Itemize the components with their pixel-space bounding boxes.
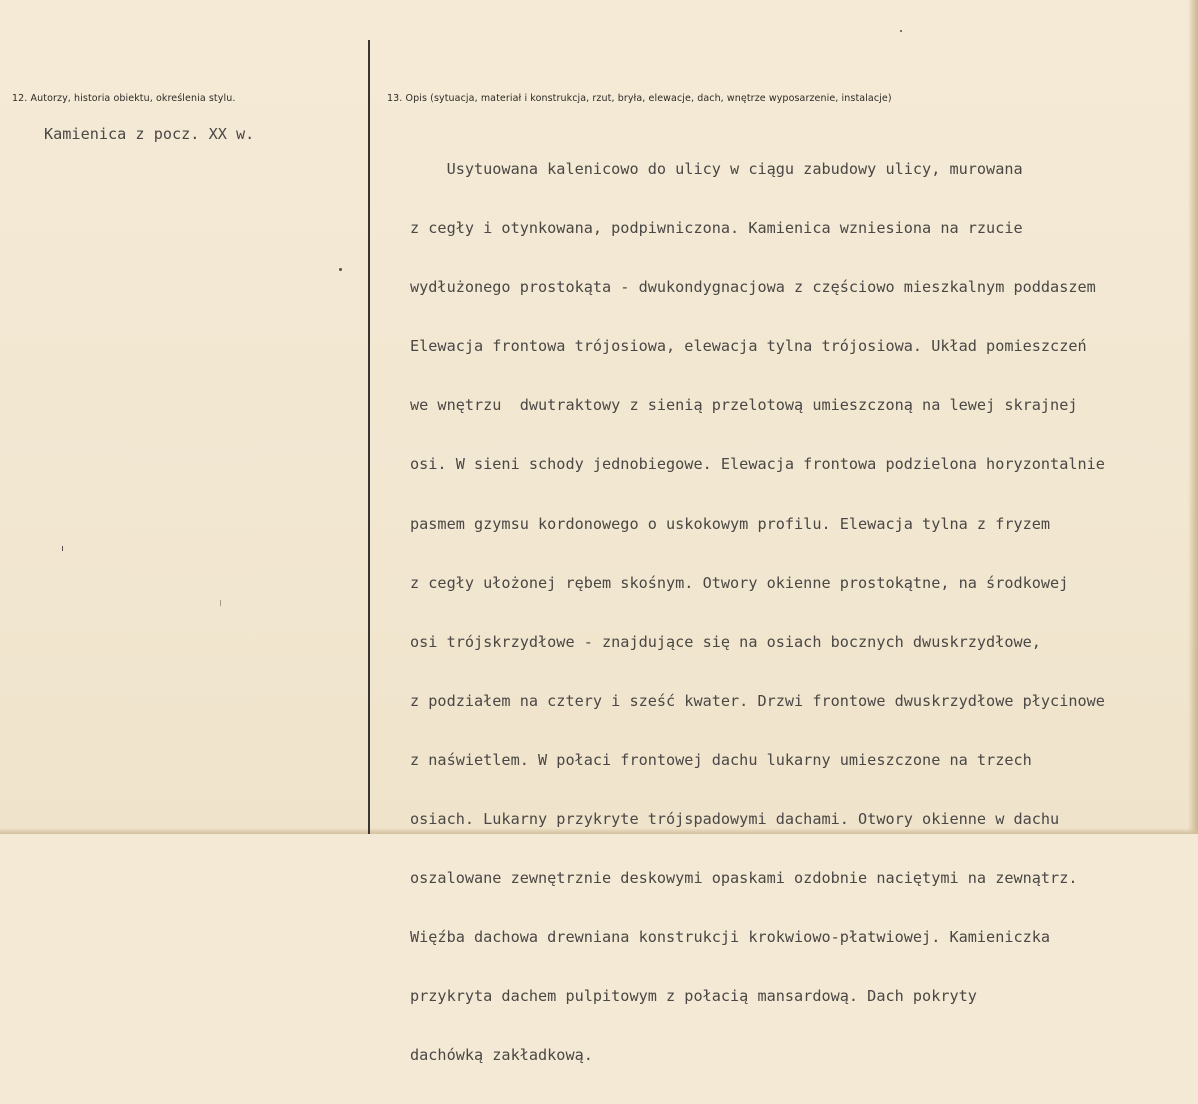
field-12-heading: 12. Autorzy, historia obiektu, określenia stylu. [12, 93, 236, 104]
description-line: osi trójskrzydłowe - znajdujące się na osiach bocznych dwuskrzydłowe, [410, 632, 1041, 651]
description-line: z naświetlem. W połaci frontowej dachu lukarny umieszczone na trzech [410, 750, 1032, 769]
description-line: Elewacja frontowa trójosiowa, elewacja tylna trójosiowa. Układ pomieszczeń [410, 337, 1087, 356]
description-line: Usytuowana kalenicowo do ulicy w ciągu zabudowy ulicy, murowana [410, 160, 1023, 178]
paper-speck [900, 30, 902, 32]
description-line: dachówką zakładkową. [410, 1046, 593, 1065]
description-line: we wnętrzu dwutraktowy z sienią przelotową umieszczoną na lewej skrajnej [410, 396, 1078, 415]
paper-speck [339, 268, 342, 271]
description-line: osiach. Lukarny przykryte trójspadowymi dachami. Otwory okienne w dachu [410, 810, 1060, 829]
description-line: wydłużonego prostokąta - dwukondygnacjowa z częściowo mieszkalnym poddaszem [410, 278, 1096, 297]
column-divider [368, 40, 370, 834]
description-line: pasmem gzymsu kordonowego o uskokowym profilu. Elewacja tylna z fryzem [410, 514, 1051, 533]
field-13-heading: 13. Opis (sytuacja, materiał i konstrukcja, rzut, bryła, elewacje, dach, wnętrze wyposarzenie, instalacje) [387, 93, 892, 104]
field-12-value: Kamienica z pocz. XX w. [44, 125, 255, 143]
description-line: z cegły ułożonej rębem skośnym. Otwory okienne prostokątne, na środkowej [410, 573, 1069, 592]
description-line: Więźba dachowa drewniana konstrukcji krokwiowo-płatwiowej. Kamieniczka [410, 928, 1051, 947]
paper-speck [220, 600, 221, 606]
field-13-description [410, 122, 1190, 1104]
paper-speck [62, 546, 63, 551]
description-line: z podziałem na cztery i sześć kwater. Drzwi frontowe dwuskrzydłowe płycinowe [410, 691, 1105, 710]
description-line: oszalowane zewnętrznie deskowymi opaskami ozdobnie naciętymi na zewnątrz. [410, 869, 1078, 888]
description-line: przykryta dachem pulpitowym z połacią mansardową. Dach pokryty [410, 987, 977, 1006]
description-line: z cegły i otynkowana, podpiwniczona. Kamienica wzniesiona na rzucie [410, 219, 1023, 238]
description-line: osi. W sieni schody jednobiegowe. Elewacja frontowa podzielona horyzontalnie [410, 455, 1105, 474]
